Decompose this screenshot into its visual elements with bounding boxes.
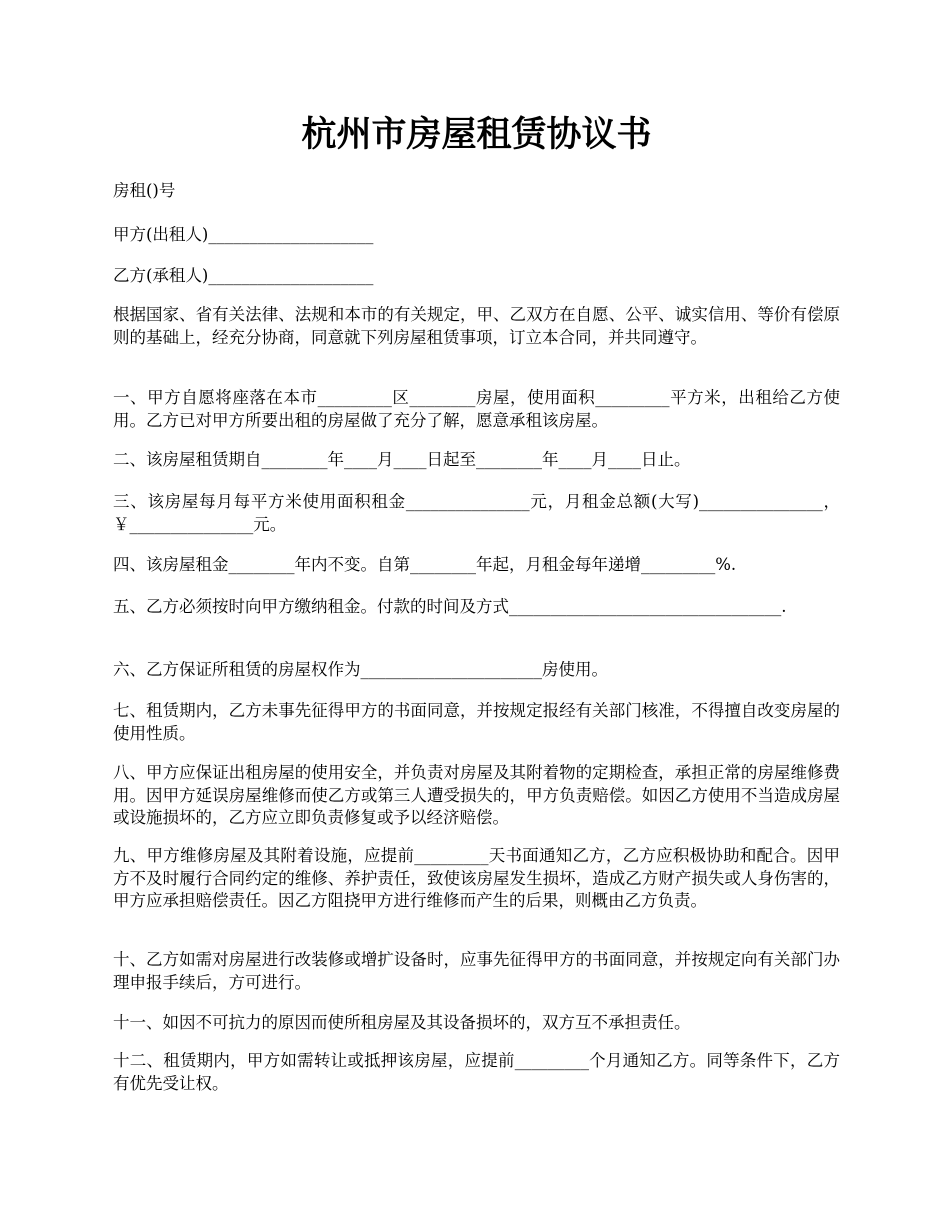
- document-title: 杭州市房屋租赁协议书: [301, 114, 652, 155]
- preamble-paragraph: 根据国家、省有关法律、法规和本市的有关规定，甲、乙双方在自愿、公平、诚实信用、等价有偿原则的基础上，经充分协商，同意就下列房屋租赁事项，订立本合同，并共同遵守。: [113, 305, 840, 347]
- clause-9: 九、甲方维修房屋及其附着设施，应提前_________天书面通知乙方，乙方应积极协助和配合。因甲方不及时履行合同约定的维修、养护责任，致使该房屋发生损坏，造成乙方财产损失或人身伤害的，甲方应承担赔偿责任。因乙方阻挠甲方进行维修而产生的后果，则概由乙方负责。: [113, 846, 840, 910]
- party-b-line: 乙方(承租人)____________________: [113, 266, 374, 285]
- clause-8: 八、甲方应保证出租房屋的使用安全，并负责对房屋及其附着物的定期检查，承担正常的房屋维修费用。因甲方延误房屋维修而使乙方或第三人遭受损失的，甲方负责赔偿。如因乙方使用不当造成房屋或设施损坏的，乙方应立即负责修复或予以经济赔偿。: [113, 763, 840, 827]
- clause-5: 五、乙方必须按时向甲方缴纳租金。付款的时间及方式_________________________________.: [113, 597, 787, 616]
- party-a-line: 甲方(出租人)____________________: [113, 225, 374, 244]
- clause-10: 十、乙方如需对房屋进行改装修或增扩设备时，应事先征得甲方的书面同意，并按规定向有关部门办理申报手续后，方可进行。: [113, 950, 840, 992]
- contract-number: 房租()号: [113, 181, 176, 200]
- clause-12: 十二、租赁期内，甲方如需转让或抵押该房屋，应提前_________个月通知乙方。同等条件下，乙方有优先受让权。: [113, 1051, 840, 1093]
- clause-7: 七、租赁期内，乙方未事先征得甲方的书面同意，并按规定报经有关部门核准，不得擅自改变房屋的使用性质。: [113, 701, 840, 743]
- clause-6: 六、乙方保证所租赁的房屋权作为______________________房使用。: [113, 660, 608, 679]
- clause-1: 一、甲方自愿将座落在本市_________区________房屋，使用面积_________平方米，出租给乙方使用。乙方已对甲方所要出租的房屋做了充分了解，愿意承租该房屋。: [113, 388, 840, 430]
- clause-2: 二、该房屋租赁期自________年____月____日起至________年____月____日止。: [113, 450, 691, 469]
- clause-11: 十一、如因不可抗力的原因而使所租房屋及其设备损坏的，双方互不承担责任。: [113, 1013, 691, 1032]
- clause-4: 四、该房屋租金________年内不变。自第________年起，月租金每年递增_________%.: [113, 555, 737, 574]
- clause-3: 三、该房屋每月每平方米使用面积租金_______________元，月租金总额(大写)_______________，￥_______________元。: [113, 492, 840, 534]
